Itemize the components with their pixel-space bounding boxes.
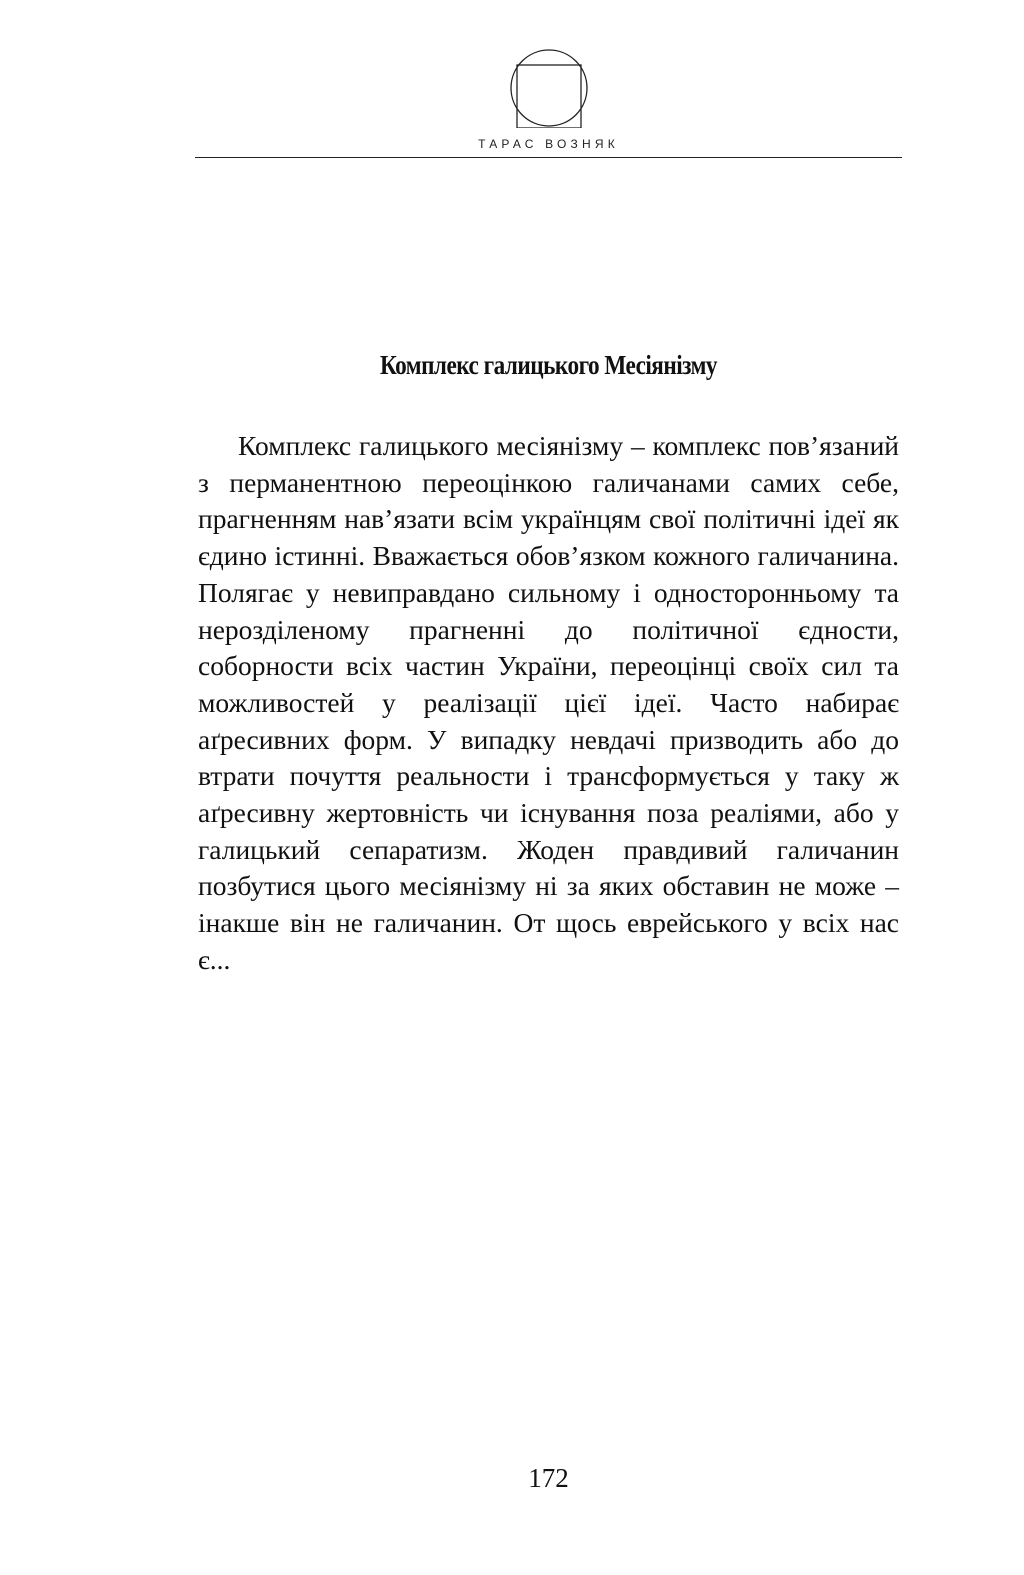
header-divider xyxy=(195,157,902,158)
body-paragraph: Комплекс галицького месіянізму – комплекс пов’язаний з перманентною переоцінкою галичанами самих себе, прагненням нав’язати всім українцям свої політичні ідеї як єдино істинні. Вважається обов’язком кожного галичанина. Полягає у невиправдано сильному і односторонньому та нерозділеному прагненні до політичної єдности, соборности всіх частин України, переоцінці своїх сил та можливостей у реалізації цієї ідеї. Часто набирає аґресивних форм. У випадку невдачі призводить або до втрати почуття реальности і трансформується у таку ж аґресивну жертовність чи існування поза реаліями, або у галицький сепаратизм. Жоден правдивий галичанин позбутися цього месіянізму ні за яких обставин не може – інакше він не галичанин. От щось еврейського у всіх нас є... xyxy=(198,430,899,975)
running-head: ТАРАС ВОЗНЯК xyxy=(478,137,619,151)
circle-square-emblem-icon xyxy=(509,48,589,128)
chapter-title: Комплекс галицького Месіянізму xyxy=(379,350,718,380)
page-number: 172 xyxy=(528,1463,569,1493)
